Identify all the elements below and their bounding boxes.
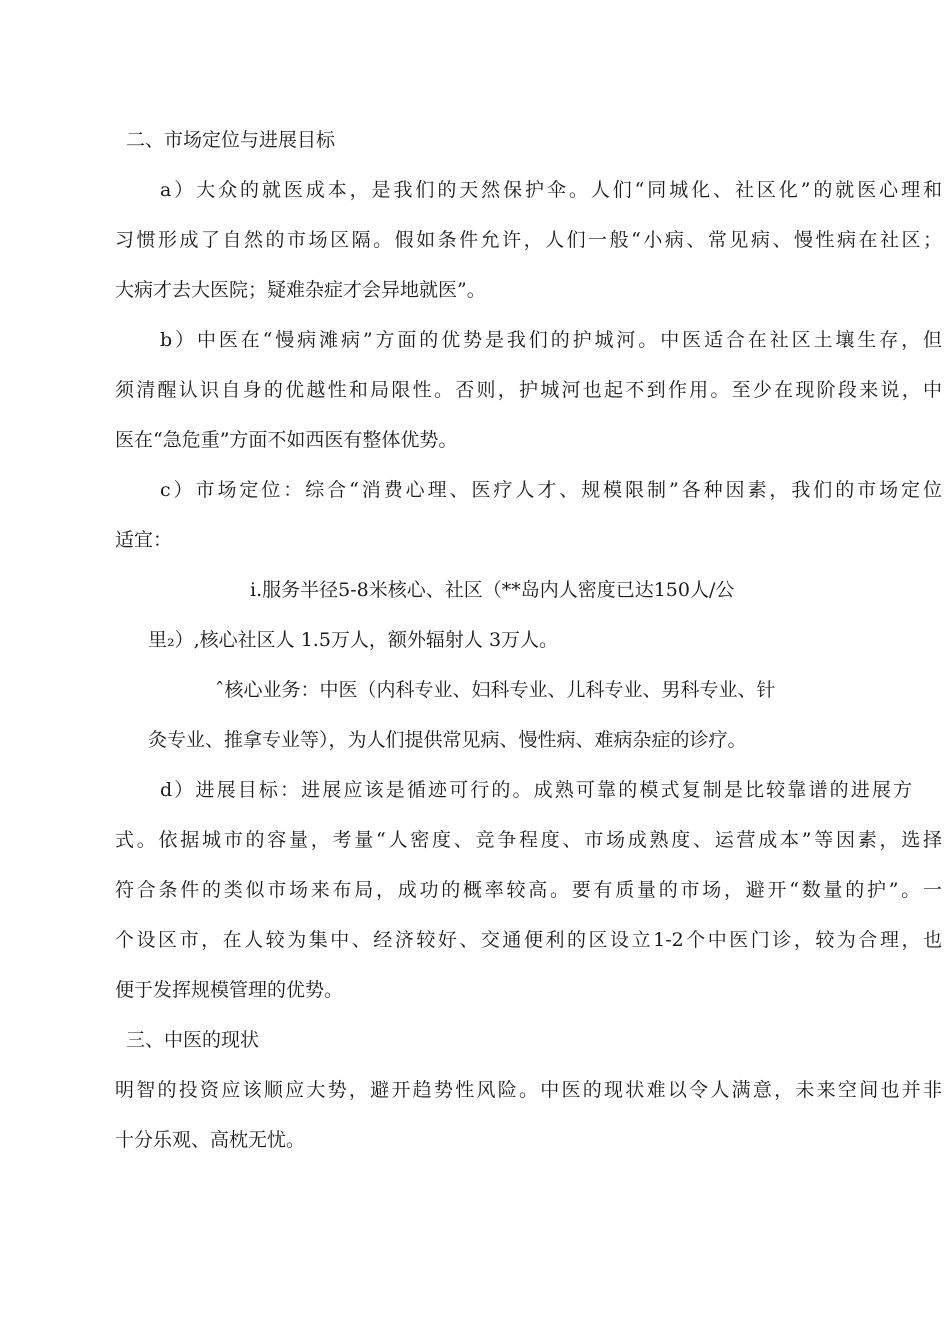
para-d-line-2: 式。依据城市的容量，考量“人密度、竞争程度、市场成熟度、运营成本”等因素，选择 bbox=[115, 829, 942, 851]
para-a-line-3: 大病才去大医院；疑难杂症才会异地就医”。 bbox=[115, 279, 486, 301]
para-a-line-1: a）大众的就医成本，是我们的天然保护伞。人们“同城化、社区化”的就医心理和 bbox=[160, 179, 942, 201]
section-heading-2: 二、市场定位与进展目标 bbox=[126, 129, 336, 151]
section-heading-3: 三、中医的现状 bbox=[126, 1029, 260, 1051]
para-d-line-1: d）进展目标：进展应该是循迹可行的。成熟可靠的模式复制是比较靠谱的进展方 bbox=[160, 779, 912, 801]
item-i-line-2: 里₂）,核心社区人 1.5万人，额外辐射人 3万人。 bbox=[148, 629, 559, 651]
para-d-line-5: 便于发挥规模管理的优势。 bbox=[115, 979, 344, 1001]
para-c-line-1: c）市场定位：综合“消费心理、医疗人才、规模限制”各种因素，我们的市场定位 bbox=[160, 479, 942, 501]
item-core-line-1: ˆ核心业务：中医（内科专业、妇科专业、儿科专业、男科专业、针 bbox=[215, 679, 776, 701]
para-b-line-2: 须清醒认识自身的优越性和局限性。否则，护城河也起不到作用。至少在现阶段来说，中 bbox=[115, 379, 942, 401]
para-b-line-3: 医在“急危重”方面不如西医有整体优势。 bbox=[115, 429, 458, 451]
para-3-line-1: 明智的投资应该顺应大势，避开趋势性风险。中医的现状难以令人满意，未来空间也并非 bbox=[115, 1079, 942, 1101]
para-b-line-1: b）中医在“慢病滩病”方面的优势是我们的护城河。中医适合在社区土壤生存，但 bbox=[160, 329, 942, 351]
item-core-line-2: 灸专业、推拿专业等），为人们提供常见病、慢性病、难病杂症的诊疗。 bbox=[148, 729, 747, 751]
para-3-line-2: 十分乐观、高枕无忧。 bbox=[115, 1129, 306, 1151]
para-d-line-3: 符合条件的类似市场来布局，成功的概率较高。要有质量的市场，避开“数量的护”。一 bbox=[115, 879, 942, 901]
item-i-line-1: i.服务半径5-8米核心、社区（**岛内人密度已达150人/公 bbox=[250, 579, 735, 601]
para-a-line-2: 习惯形成了自然的市场区隔。假如条件允许，人们一般“小病、常见病、慢性病在社区； bbox=[115, 229, 942, 251]
para-d-line-4: 个设区市，在人较为集中、经济较好、交通便利的区设立1-2个中医门诊，较为合理，也 bbox=[115, 929, 942, 951]
para-c-line-2: 适宜： bbox=[115, 529, 173, 551]
